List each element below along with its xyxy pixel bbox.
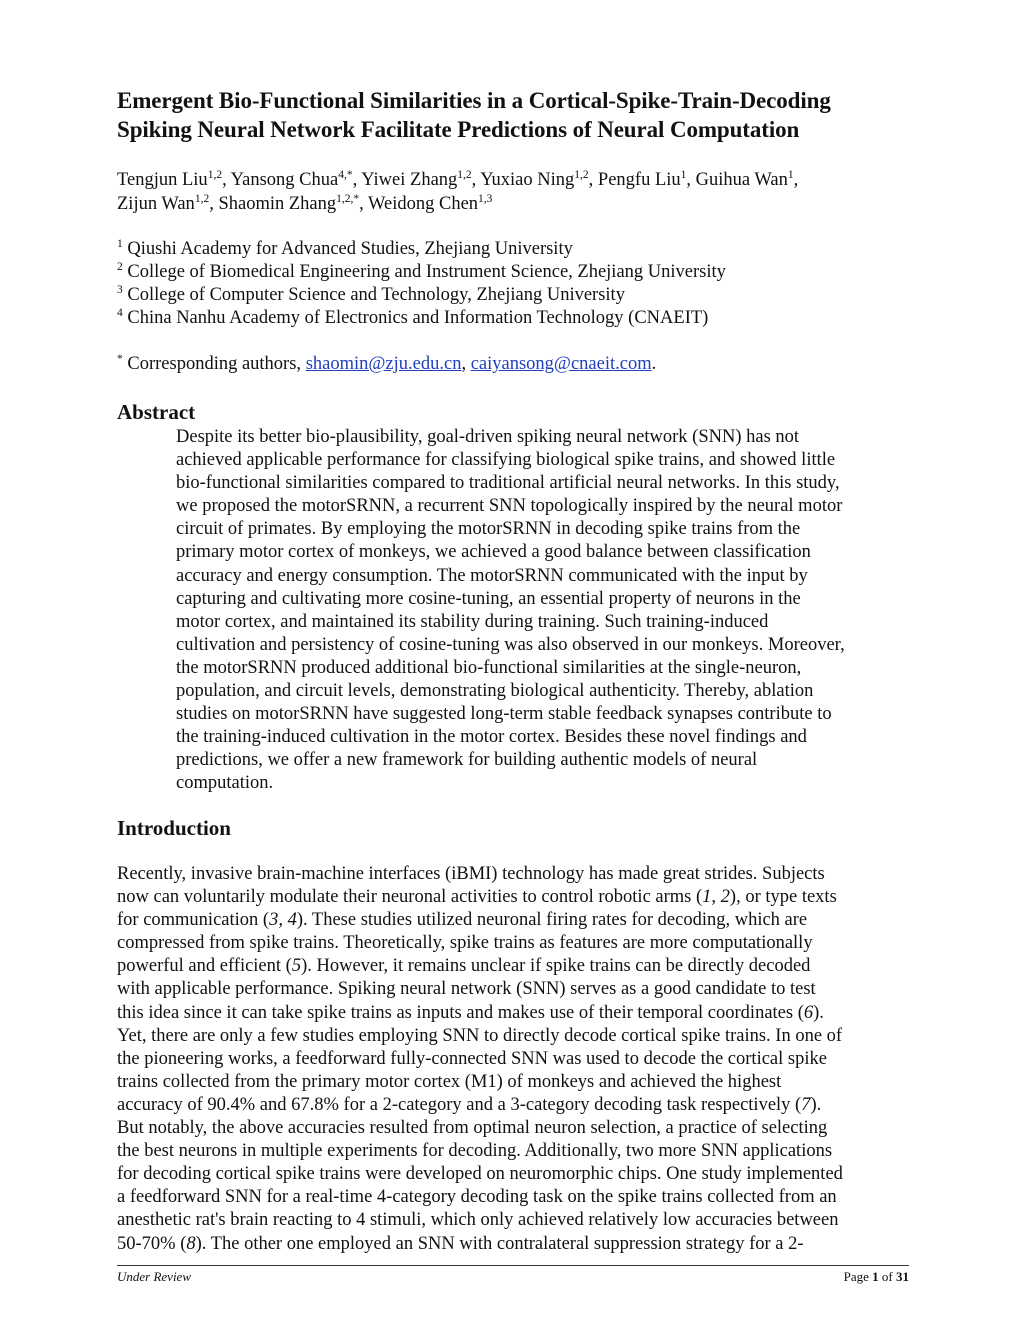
introduction-line: [117, 955, 917, 978]
text-segment: accuracy of 90.4% and 67.8% for a 2-category and a 3-category decoding task respectively (: [117, 1094, 802, 1115]
introduction-line: [117, 1071, 917, 1094]
introduction-line: [117, 1233, 917, 1256]
author-affiliation-mark: 1: [680, 169, 687, 181]
abstract-line: accuracy and energy consumption. The motorSRNN communicated with the input by: [176, 565, 808, 586]
affiliation-item: [117, 284, 917, 307]
text-segment: now can voluntarily modulate their neuronal activities to control robotic arms (: [117, 887, 703, 908]
citation-ref: 7: [801, 1094, 811, 1115]
introduction-line: [117, 909, 917, 932]
corresponding-mark: *: [117, 353, 123, 365]
text-segment: anesthetic rat's brain reacting to 4 stimuli, which only achieved relatively low accuracies between: [117, 1210, 839, 1231]
author-line-1: [117, 168, 917, 192]
footer-status: Under Review: [117, 1269, 192, 1284]
affiliation-item: [117, 307, 917, 330]
citation-ref: 1, 2: [702, 887, 730, 908]
corresponding-authors: [117, 353, 917, 376]
text-segment: ). However, it remains unclear if spike trains can be directly decoded: [301, 956, 811, 977]
author-name: Zijun Wan: [117, 194, 195, 214]
author-affiliation-mark: 1,2: [574, 169, 589, 181]
abstract-line: circuit of primates. By employing the motorSRNN in decoding spike trains from the: [176, 519, 801, 540]
title-line-2: Spiking Neural Network Facilitate Predictions of Neural Computation: [117, 117, 800, 142]
author-affiliation-mark: 1,2,*: [336, 193, 360, 205]
author-separator: ,: [588, 170, 598, 190]
page-number: [844, 1269, 909, 1285]
introduction-line: [117, 1094, 917, 1117]
introduction-line: [117, 1025, 917, 1048]
text-segment: ).: [810, 1094, 822, 1115]
author-name: Guihua Wan: [695, 170, 788, 190]
author-separator: ,: [793, 170, 799, 190]
text-segment: But notably, the above accuracies resulted from optimal neuron selection, a practice of selecting: [117, 1118, 828, 1139]
author-separator: ,: [222, 170, 231, 190]
text-segment: with applicable performance. Spiking neural network (SNN) serves as a good candidate to test: [117, 979, 816, 1000]
corresponding-label: Corresponding authors,: [127, 354, 302, 374]
author-name: Tengjun Liu: [117, 170, 208, 190]
footer-divider: [117, 1265, 909, 1266]
citation-ref: 5: [291, 956, 302, 977]
abstract-body: [176, 426, 916, 796]
page-current: 1: [872, 1269, 879, 1284]
introduction-line: [117, 1140, 917, 1163]
citation-ref: 6: [803, 1002, 814, 1023]
abstract-line: predictions, we offer a new framework for building authentic models of neural: [176, 750, 758, 771]
page-total: 31: [896, 1269, 909, 1284]
abstract-line: the training-induced cultivation in the motor cortex. Besides these novel findings and: [176, 727, 807, 748]
abstract-line: bio-functional similarities compared to traditional artificial neural networks. In this study,: [176, 473, 840, 494]
author-affiliation-mark: 1,2: [457, 169, 472, 181]
paper-title: [117, 86, 917, 144]
affiliation-number: 3: [117, 284, 123, 296]
affiliation-number: 2: [117, 261, 123, 273]
abstract-line: computation.: [176, 773, 274, 794]
affiliation-item: [117, 261, 917, 284]
abstract-line: primary motor cortex of monkeys, we achieved a good balance between classification: [176, 542, 811, 563]
author-name: Yuxiao Ning: [480, 170, 575, 190]
introduction-line: [117, 1002, 917, 1025]
affiliation-item: [117, 238, 917, 261]
corresponding-end: .: [651, 354, 657, 374]
text-segment: ). The other one employed an SNN with contralateral suppression strategy for a 2-: [195, 1233, 804, 1254]
text-segment: ), or type texts: [729, 887, 837, 908]
email-link-shaomin[interactable]: shaomin@zju.edu.cn: [305, 354, 462, 374]
author-name: Shaomin Zhang: [218, 194, 337, 214]
author-affiliation-mark: 4,*: [338, 169, 353, 181]
text-segment: ).: [813, 1002, 824, 1023]
introduction-line: [117, 978, 917, 1001]
author-separator: ,: [471, 170, 481, 190]
text-segment: Recently, invasive brain-machine interfaces (iBMI) technology has made great strides. Subjects: [117, 864, 825, 884]
email-separator: ,: [461, 354, 467, 374]
text-segment: powerful and efficient (: [117, 956, 292, 977]
abstract-line: Despite its better bio-plausibility, goal-driven spiking neural network (SNN) has not: [176, 427, 800, 447]
text-segment: Yet, there are only a few studies employing SNN to directly decode cortical spike trains. In one of: [117, 1025, 843, 1046]
affiliation-text: College of Computer Science and Technology, Zhejiang University: [127, 285, 625, 305]
affiliation-number: 1: [117, 238, 123, 250]
author-separator: ,: [209, 194, 219, 214]
text-segment: ). These studies utilized neuronal firing rates for decoding, which are: [296, 910, 808, 931]
affiliation-number: 4: [117, 307, 123, 319]
title-line-1: Emergent Bio-Functional Similarities in a Cortical-Spike-Train-Decoding: [117, 88, 831, 113]
text-segment: trains collected from the primary motor cortex (M1) of monkeys and achieved the highest: [117, 1071, 782, 1092]
abstract-line: achieved applicable performance for classifying biological spike trains, and showed little: [176, 450, 836, 471]
page-prefix: Page: [843, 1269, 869, 1284]
abstract-line: we proposed the motorSRNN, a recurrent SNN topologically inspired by the neural motor: [176, 496, 843, 517]
author-affiliation-mark: 1,2: [194, 193, 210, 205]
abstract-line: population, and circuit levels, demonstrating biological authenticity. Thereby, ablation: [176, 681, 814, 702]
text-segment: the best neurons in multiple experiments for decoding. Additionally, two more SNN applications: [117, 1141, 833, 1162]
author-separator: ,: [352, 170, 362, 190]
text-segment: for communication (: [117, 910, 270, 931]
author-line-2: [117, 192, 917, 216]
author-name: Pengfu Liu: [597, 170, 681, 190]
author-name: Weidong Chen: [368, 194, 479, 214]
introduction-line: [117, 1117, 917, 1140]
author-affiliation-mark: 1: [787, 169, 794, 181]
text-segment: 50-70% (: [117, 1233, 187, 1254]
introduction-line: [117, 1163, 917, 1186]
introduction-line: [117, 1048, 917, 1071]
introduction-line: [117, 1186, 917, 1209]
text-segment: the pioneering works, a feedforward fully-connected SNN was used to decode the cortical spike: [117, 1048, 827, 1069]
introduction-heading: Introduction: [117, 816, 231, 840]
author-list: [117, 168, 917, 216]
author-affiliation-mark: 1,2: [207, 169, 223, 181]
text-segment: a feedforward SNN for a real-time 4-category decoding task on the spike trains collected from an: [117, 1187, 837, 1208]
abstract-heading: Abstract: [117, 400, 196, 424]
abstract-line: the motorSRNN produced additional bio-functional similarities at the single-neuron,: [176, 657, 802, 678]
introduction-line: [117, 1209, 917, 1232]
text-segment: for decoding cortical spike trains were developed on neuromorphic chips. One study implemented: [117, 1164, 843, 1185]
abstract-line: studies on motorSRNN have suggested long-term stable feedback synapses contribute to: [176, 704, 832, 725]
author-name: Yiwei Zhang: [361, 170, 458, 190]
email-link-caiyansong[interactable]: caiyansong@cnaeit.com: [470, 354, 652, 374]
author-separator: ,: [359, 194, 369, 214]
citation-ref: 3, 4: [269, 910, 297, 931]
introduction-line: [117, 886, 917, 909]
citation-ref: 8: [186, 1233, 196, 1254]
author-separator: ,: [686, 170, 696, 190]
text-segment: this idea since it can take spike trains as inputs and makes use of their temporal coordinates (: [117, 1002, 804, 1023]
affiliation-list: [117, 238, 917, 330]
introduction-body: [117, 863, 917, 1256]
introduction-line: [117, 932, 917, 955]
affiliation-text: College of Biomedical Engineering and Instrument Science, Zhejiang University: [127, 262, 726, 282]
author-name: Yansong Chua: [230, 170, 339, 190]
text-segment: compressed from spike trains. Theoretically, spike trains as features are more computationally: [117, 933, 813, 954]
author-affiliation-mark: 1,3: [478, 193, 493, 205]
page-of: of: [881, 1269, 893, 1284]
affiliation-text: China Nanhu Academy of Electronics and Information Technology (CNAEIT): [127, 308, 709, 328]
abstract-line: capturing and cultivating more cosine-tuning, an essential property of neurons in the: [176, 588, 801, 609]
abstract-line: motor cortex, and maintained its stability during training. Such training-induced: [176, 611, 769, 632]
affiliation-text: Qiushi Academy for Advanced Studies, Zhejiang University: [127, 239, 573, 259]
abstract-line: cultivation and persistency of cosine-tuning was also observed in our monkeys. Moreover,: [176, 634, 845, 655]
introduction-line: [117, 863, 917, 886]
